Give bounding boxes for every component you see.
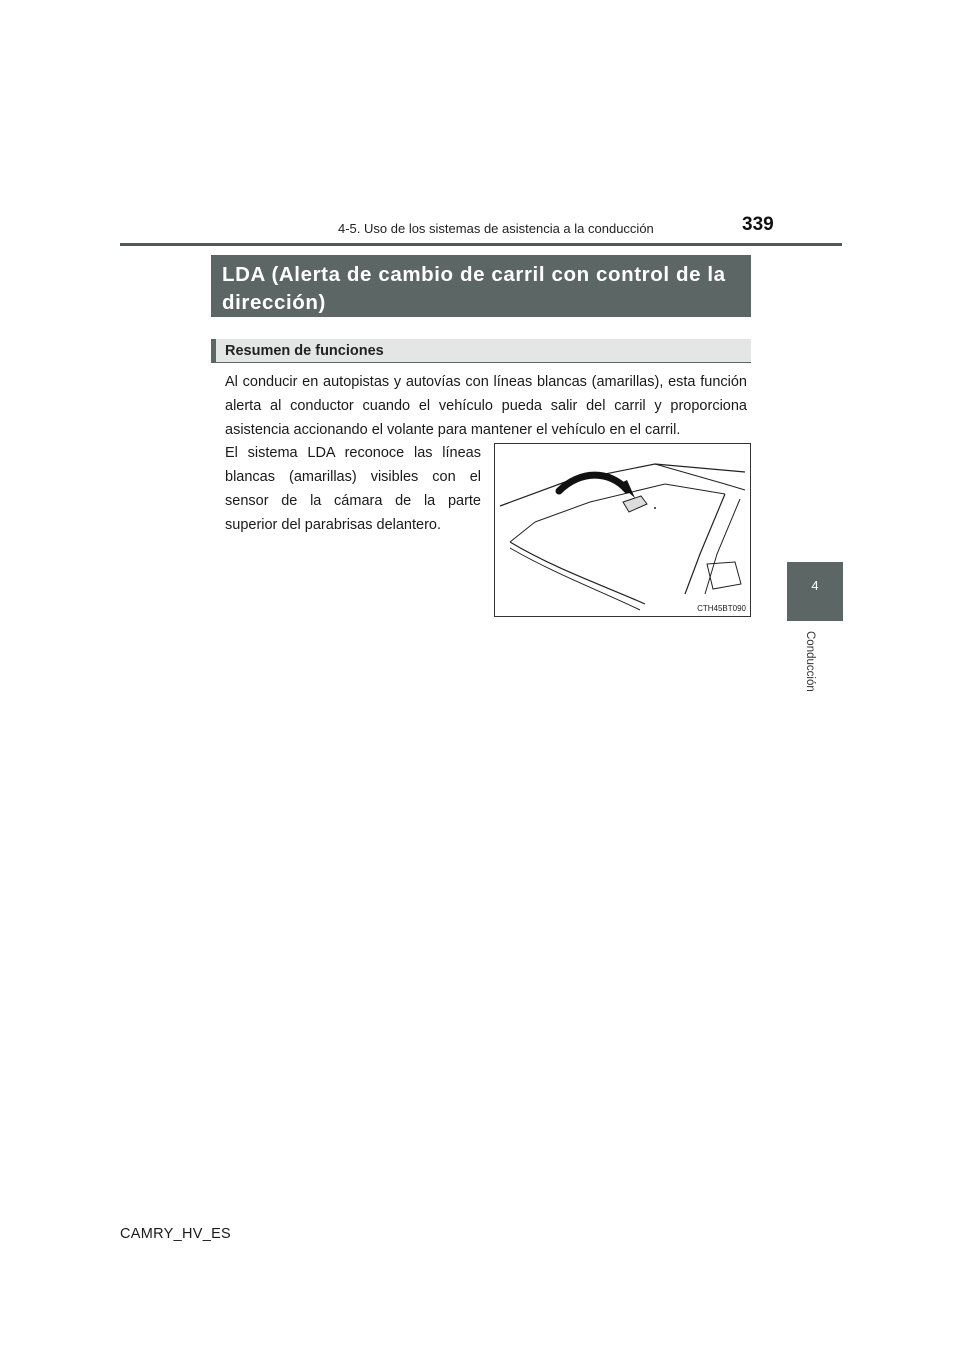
dashboard-line <box>510 542 645 604</box>
section-title: LDA (Alerta de cambio de carril con control de la dirección) <box>211 255 751 317</box>
windshield-drawing <box>495 444 751 617</box>
a-pillar-right <box>705 499 740 594</box>
document-id: CAMRY_HV_ES <box>120 1226 232 1242</box>
body-paragraph-1: Al conducir en autopistas y autovías con líneas blancas (amarillas), esta función alerta al conductor cuando el vehículo pueda salir del carril y proporciona asistencia accionando el volante para mantener el vehículo en el carril. <box>225 374 747 438</box>
windshield-camera-illustration <box>494 443 751 617</box>
section-subtitle: Resumen de funciones <box>211 339 751 363</box>
page-number: 339 <box>742 214 774 235</box>
figure-code: CTH45BT090 <box>697 604 746 613</box>
header-section-title: 4-5. Uso de los sistemas de asistencia a la conducción <box>338 221 654 236</box>
a-pillar-left <box>685 494 725 594</box>
windshield-left-edge <box>510 522 535 542</box>
camera-sensor <box>623 496 647 512</box>
pointer-arrow <box>559 475 627 491</box>
camera-dot <box>654 507 656 509</box>
header-divider <box>120 243 842 246</box>
side-mirror <box>707 562 741 589</box>
chapter-tab: 4 <box>787 562 843 621</box>
chapter-label: Conducción <box>804 631 816 692</box>
dashboard-line-2 <box>510 548 640 610</box>
body-paragraph-2: El sistema LDA reconoce las líneas blancas (amarillas) visibles con el sensor de la cámara de la parte superior del parabrisas delantero. <box>225 445 481 533</box>
